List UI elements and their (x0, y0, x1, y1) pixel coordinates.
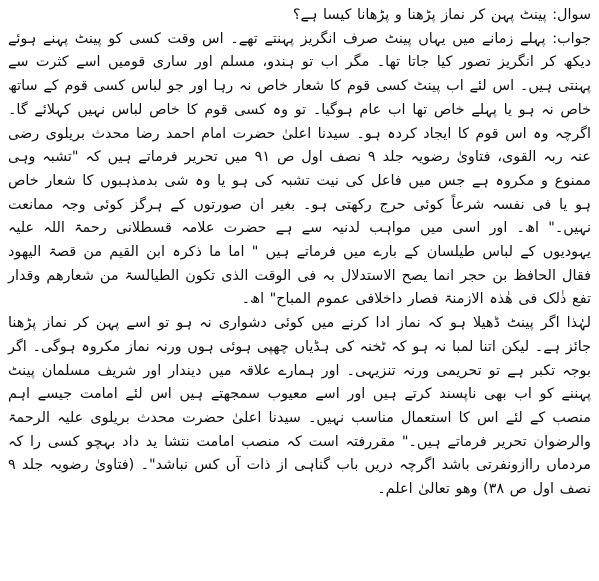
question-label: سوال: (552, 7, 591, 23)
question-text: پینٹ پہن کر نماز پڑھنا و پڑھانا کیسا ہے؟ (292, 7, 547, 23)
answer-text-2: لہٰذا اگر پینٹ ڈھیلا ہو کہ نماز ادا کرنے میں کوئی دشواری نہ ہو تو اسے پہن کر نماز پڑھنا جائز ہے۔ لیکن اتنا لمبا نہ ہو کہ ٹخنہ کی ہڈیاں چھپی ہوئی ہوں ورنہ نماز مکروہ ہوگی۔ اگر بوجہ تکبر ہے تو تحریمی ورنہ تنزیہی۔ اور ہمارے علاقہ میں دیندار اور شریف مسلمان پینٹ پہننے کو اب بھی ناپسند کرتے ہیں اور اسے معیوب سمجھتے ہیں اس لئے امامت جیسے اہم منصب کے لئے اس کا استعمال مناسب نہیں۔ سیدنا اعلیٰ حضرت محدث بریلوی علیہ الرحمۃ والرضوان تحریر فرماتے ہیں۔" مقررفتہ است کہ منصب امامت نتشا ید داد بہچو کسی را کہ مردماں راازونفرتی باشد اگرچہ دریں باب گناہی از ذات آں کس نباشد"۔ (فتاویٰ رضویہ جلد ۹ نصف اول ص ۳۸) وھو تعالیٰ اعلم۔ (8, 315, 591, 498)
question (8, 4, 591, 28)
answer-paragraph-2 (8, 312, 591, 502)
answer-text-1: پہلے زمانے میں یہاں پینٹ صرف انگریز پہنتے تھے۔ اس وقت کسی کو پینٹ پہنے ہوئے دیکھ کر انگریز تصور کیا جاتا تھا۔ مگر اب تو ہندو، مسلم اور ساری قومیں اسے کثرت سے پہنتی ہیں۔ اس لئے اب پینٹ کسی قوم کا شعار خاص نہ رہا اور جو لباس کسی قوم کے ساتھ خاص نہ ہو یا پہلے خاص تھا اب عام ہوگیا۔ تو وہ کسی قوم کا خاص لباس نہیں کہلائے گا۔ اگرچہ وہ اس قوم کا ایجاد کردہ ہو۔ سیدنا اعلیٰ حضرت امام احمد رضا محدث بریلوی رضی عنہ ربہ القوی، فتاویٰ رضویہ جلد ۹ نصف اول ص ۹۱ میں تحریر فرماتے ہیں کہ "تشبہ وہی ممنوع و مکروہ ہے جس میں فاعل کی نیت تشبہ کی ہو یا وہ شی بدمذہبوں کا شعار خاص ہو یا فی نفسہ شرعاً کوئی حرج رکھتی ہو۔ بغیر ان صورتوں کے ہرگز کوئی وجہ ممانعت نہیں۔" اھ۔ اور اسی میں مواہب لدنیہ سے ہے حضرت علامہ قسطلانی رحمۃ اللہ علیہ یہودیوں کے لباس طیلسان کے بارے میں فرماتے ہیں " اما ما ذکرہ ابن القیم من قصۃ الیھود فقال الحافظ بن حجر انما یصح الاستدلال بہ فی الوقت الذی تکون الطیالسۃ من شعارھم وقدار تفع ذٰلک فی ھٰذہ الازمنۃ فصار داخلافی عموم المباح" اھ۔ (8, 30, 591, 308)
answer-paragraph-1 (8, 28, 591, 312)
answer-label: جواب: (552, 30, 591, 47)
